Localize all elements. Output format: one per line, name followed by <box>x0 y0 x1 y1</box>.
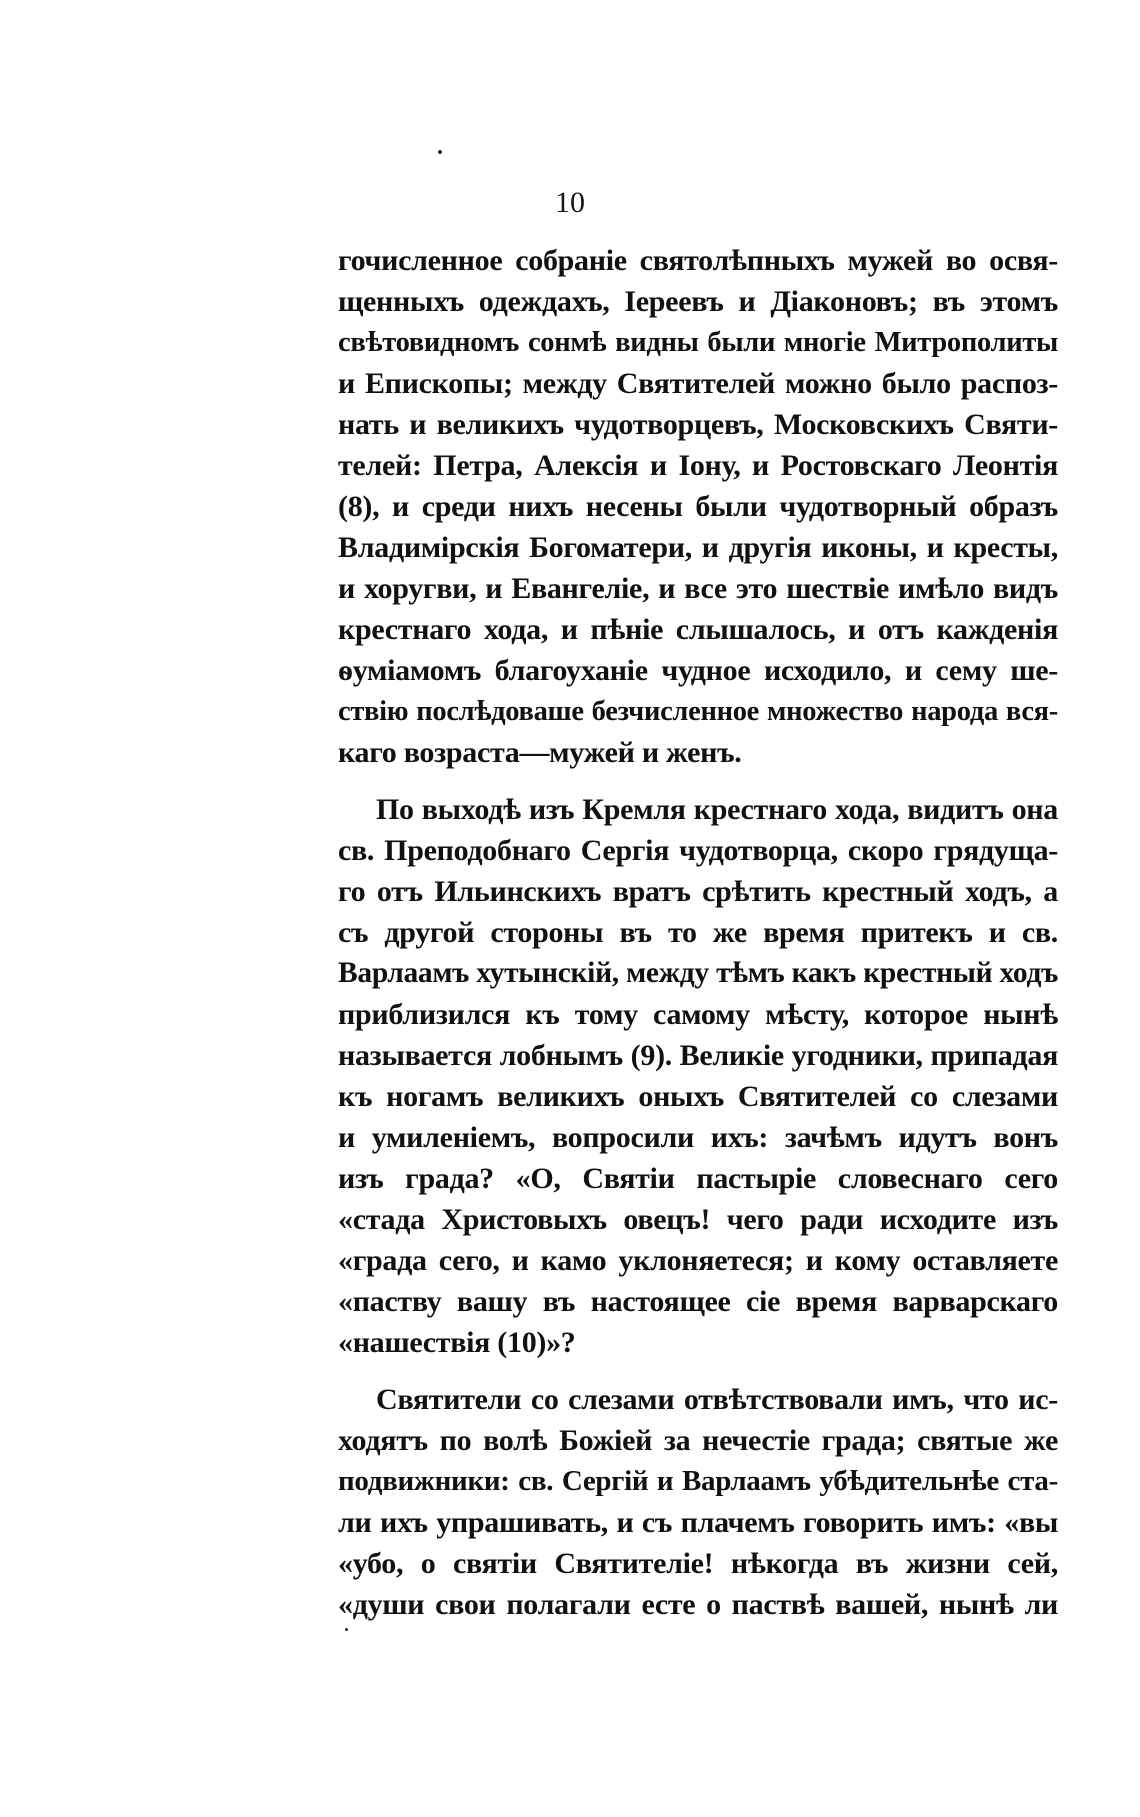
paragraph-gap <box>338 773 1058 789</box>
text-line: «нашествія (10)»? <box>338 1326 576 1359</box>
text-line: съ другой стороны въ то же время притекъ и св. <box>338 916 1058 949</box>
text-line: ствію послѣдоваше безчисленное множество народа вся- <box>338 696 1058 727</box>
text-line: «убо, о святіи Святителіе! нѣкогда въ жизни сей, <box>338 1547 1058 1580</box>
text-line: щенныхъ одеждахъ, Іереевъ и Діаконовъ; въ этомъ <box>338 285 1058 318</box>
ink-speck <box>345 1628 348 1631</box>
text-line: и Епископы; между Святителей можно было распоз- <box>338 367 1058 400</box>
text-line: По выходѣ изъ Кремля крестнаго хода, видитъ она <box>376 793 1058 826</box>
text-line: и хоругви, и Евангеліе, и все это шествіе имѣло видъ <box>338 572 1058 605</box>
paragraph-2 <box>338 789 1058 1363</box>
text-line: св. Преподобнаго Сергія чудотворца, скоро грядуща- <box>338 834 1058 867</box>
body-text <box>338 240 1058 1625</box>
text-line: гочисленное собраніе святолѣпныхъ мужей во освя- <box>338 244 1058 277</box>
text-line: ѳуміамомъ благоуханіе чудное исходило, и сему ше- <box>338 654 1058 687</box>
text-line: называется лобнымъ (9). Великіе угодники, припадая <box>338 1039 1058 1072</box>
text-line: ходятъ по волѣ Божіей за нечестіе града; святые же <box>338 1424 1058 1457</box>
text-line: «стада Христовыхъ овецъ! чего ради исходите изъ <box>338 1203 1058 1236</box>
paragraph-3 <box>338 1379 1058 1625</box>
page-number: 10 <box>555 186 585 219</box>
text-line: ли ихъ упрашивать, и съ плачемъ говорить имъ: «вы <box>338 1506 1058 1539</box>
text-line: «души свои полагали есте о паствѣ вашей, нынѣ ли <box>338 1588 1058 1621</box>
text-line: (8), и среди нихъ несены были чудотворный образъ <box>338 490 1058 523</box>
text-line: «града сего, и камо уклоняетеся; и кому оставляете <box>338 1244 1058 1277</box>
text-line: изъ града? «О, Святіи пастыріе словеснаго сего <box>338 1162 1058 1195</box>
text-line: Святители со слезами отвѣтствовали имъ, что ис- <box>376 1383 1058 1416</box>
ink-speck <box>438 150 442 154</box>
text-line: каго возраста—мужей и женъ. <box>338 736 742 769</box>
text-line: къ ногамъ великихъ оныхъ Святителей со слезами <box>338 1080 1058 1113</box>
text-line: свѣтовидномъ сонмѣ видны были многіе Митрополиты <box>338 327 1058 358</box>
paragraph-1 <box>338 240 1058 773</box>
text-line: го отъ Ильинскихъ вратъ срѣтить крестный ходъ, а <box>338 875 1058 908</box>
text-line: Варлаамъ хутынскій, между тѣмъ какъ крестный ходъ <box>338 957 1058 989</box>
text-line: приблизился къ тому самому мѣсту, которое нынѣ <box>338 998 1058 1031</box>
text-line: нать и великихъ чудотворцевъ, Московскихъ Святи- <box>338 408 1058 441</box>
text-line: «паству вашу въ настоящее сіе время варварскаго <box>338 1285 1058 1318</box>
paragraph-gap <box>338 1363 1058 1379</box>
text-line: Владимірскія Богоматери, и другія иконы, и кресты, <box>338 531 1058 564</box>
text-line: и умиленіемъ, вопросили ихъ: зачѣмъ идутъ вонъ <box>338 1121 1058 1154</box>
text-line: телей: Петра, Алексія и Іону, и Ростовскаго Леонтія <box>338 449 1058 482</box>
text-line: крестнаго хода, и пѣніе слышалось, и отъ кажденія <box>338 613 1058 646</box>
text-line: подвижники: св. Сергій и Варлаамъ убѣдительнѣе ста- <box>338 1465 1058 1497</box>
